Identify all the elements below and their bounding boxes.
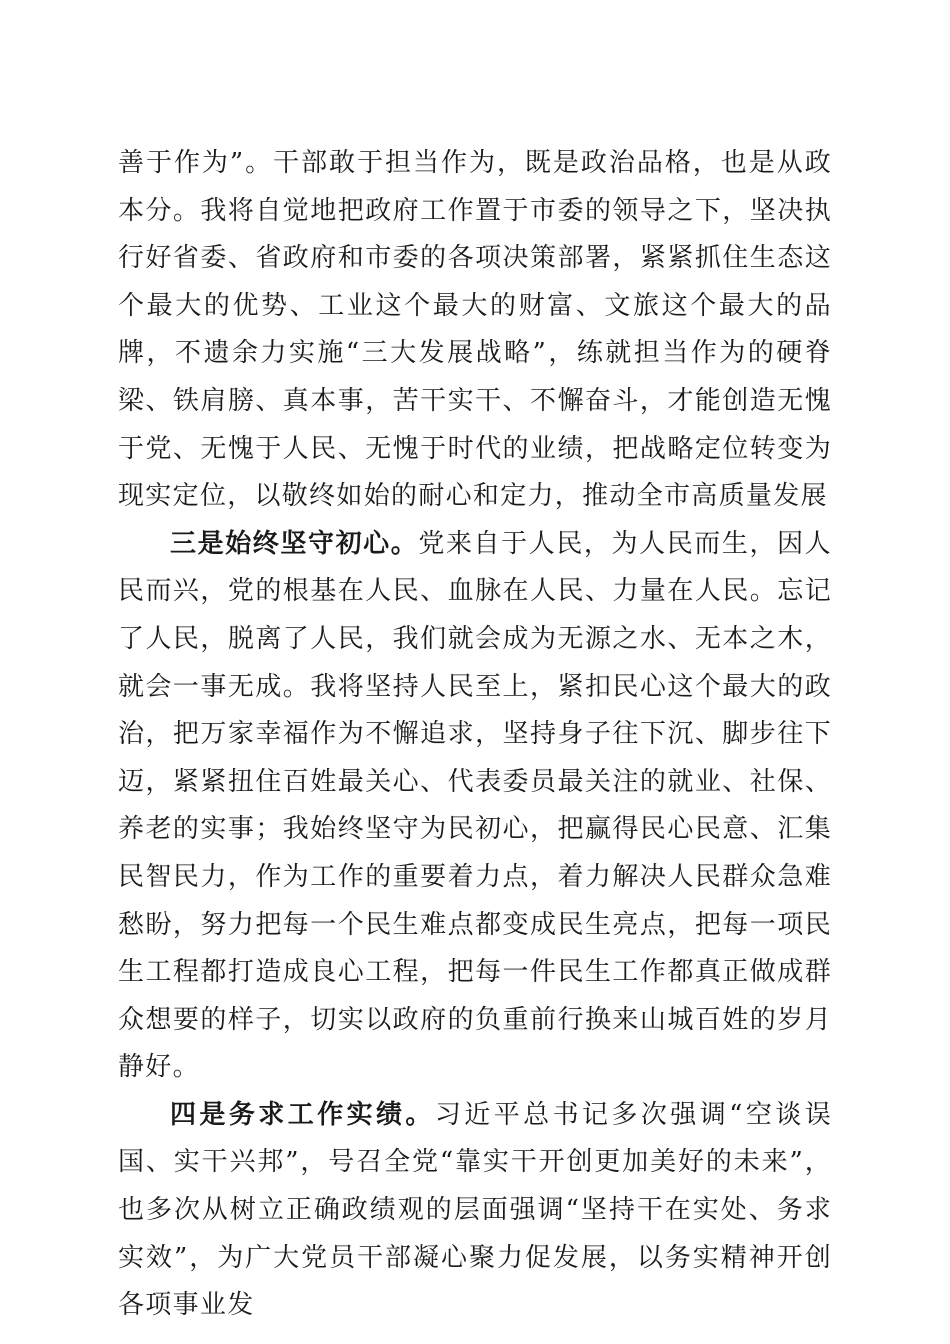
paragraph-strive-for-results: [118, 1092, 832, 1330]
paragraph-text: 善于作为”。干部敢于担当作为，既是政治品格，也是从政本分。我将自觉地把政府工作置于市委的领导之下，坚决执行好省委、省政府和市委的各项决策部署，紧紧抓住生态这个最大的优势、工业这个最大的财富、文旅这个最大的品牌，不遗余力实施“三大发展战略”，练就担当作为的硬脊梁、铁肩膀、真本事，苦干实干、不懈奋斗，才能创造无愧于党、无愧于人民、无愧于时代的业绩，把战略定位转变为现实定位，以敬终如始的耐心和定力，推动全市高质量发展: [118, 148, 832, 512]
paragraph-heading: 三是始终坚守初心。: [170, 528, 419, 559]
document-body: [118, 140, 832, 1330]
paragraph-stay-true-to-original-aspiration: [118, 521, 832, 1092]
paragraph-heading: 四是务求工作实绩。: [170, 1099, 435, 1130]
paragraph-text: 党来自于人民，为人民而生，因人民而兴，党的根基在人民、血脉在人民、力量在人民。忘记了人民，脱离了人民，我们就会成为无源之水、无本之木，就会一事无成。我将坚持人民至上，紧扣民心这个最大的政治，把万家幸福作为不懈追求，坚持身子往下沉、脚步往下迈，紧紧扭住百姓最关心、代表委员最关注的就业、社保、养老的实事；我始终坚守为民初心，把赢得民心民意、汇集民智民力，作为工作的重要着力点，着力解决人民群众急难愁盼，努力把每一个民生难点都变成民生亮点，把每一项民生工程都打造成良心工程，把每一件民生工作都真正做成群众想要的样子，切实以政府的负重前行换来山城百姓的岁月静好。: [118, 528, 832, 1083]
paragraph-text: 习近平总书记多次强调“空谈误国、实干兴邦”，号召全党“靠实干开创更加美好的未来”，也多次从树立正确政绩观的层面强调“坚持干在实处、务求实效”，为广大党员干部凝心聚力促发展，以务实精神开创各项事业发: [118, 1099, 833, 1321]
paragraph-continuation: [118, 140, 832, 521]
